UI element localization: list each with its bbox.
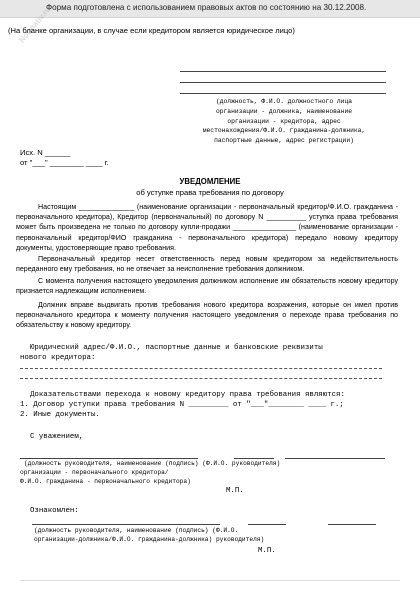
greeting: С уважением,: [30, 433, 84, 441]
watermark-logo-icon: [2, 2, 53, 45]
stamp-place: М.П.: [226, 487, 244, 495]
signature-caption-2: организации - первоначального кредитора/: [20, 469, 169, 476]
signature-position-line: [20, 458, 198, 459]
addressee-caption: [186, 97, 382, 146]
addressee-caption-line: местонахождения/Ф.И.О. гражданина-должника,: [202, 127, 366, 135]
addressee-line-3: [180, 93, 386, 94]
ack-caption-1: (должность руководителя, наименование (подпись) (Ф.И.О.: [34, 527, 239, 534]
outgoing-date: от "___" ________ ____ г.: [20, 158, 109, 167]
form-note: Форма подготовлена с использованием правовых актов по состоянию на 30.12.2008.: [46, 3, 367, 12]
ack-position-line: [32, 524, 220, 525]
addressee-caption-line: организации - кредитора, адрес: [227, 117, 341, 125]
acknowledged-label: Ознакомлен:: [30, 507, 79, 515]
evidence-item-2: 2. Иные документы.: [20, 411, 100, 419]
ack-caption-2: организации-должника/Ф.И.О. гражданина-должника) руководителя): [34, 536, 265, 543]
addressee-caption-line: (должность, Ф.И.О. должностного лица: [215, 98, 353, 105]
paragraph-4: Должник вправе выдвигать против требования нового кредитора возражения, которые он имел против первоначального кредитора к моменту получения настоящего уведомления о переходе права требования по обязательству к новому кредитору.: [16, 301, 398, 330]
evidence-heading: Доказательствами перехода к новому кредитору права требования являются:: [30, 391, 345, 399]
requisites-label-2: нового кредитора:: [20, 354, 96, 362]
blank-note: (На бланке организации, в случае если кредитором является юридическое лицо): [8, 26, 295, 35]
paragraph-1: Настоящим ______________ (наименование организации - первоначальный кредитор/Ф.И.О. гражданина - первоначального кредитора), Кредитор (первоначальный) по договору N __________ уступка права требования может быть произведена не только по договору купли-продажи ________________ (наименование организации - первоначальный кредитор/ФИО гражданина - первоначального кредитора) передало новому кредитору документы, удостоверяющие право требования.: [16, 203, 398, 252]
signature-name-line: [285, 458, 385, 459]
footer-divider: [20, 580, 400, 581]
paragraph-2: Первоначальный кредитор несет ответственность перед новым кредитором за недействительность переданного ему требования, но не отвечает за неисполнение требования должником.: [16, 255, 398, 274]
evidence-item-1: 1. Договор уступки права требования N _________ от "___"________ ____ г.;: [20, 401, 344, 409]
ack-name-line: [328, 524, 376, 525]
signature-caption-1: (должность руководителя, наименование (подпись) (Ф.И.О. руководителя): [24, 460, 281, 467]
requisites-label: Юридический адрес/Ф.И.О., паспортные данные и банковские реквизиты: [30, 344, 323, 352]
signature-caption-3: Ф.И.О. гражданина - первоначального кредитора): [20, 478, 191, 485]
addressee-caption-line: организации - должника, наименование: [215, 107, 353, 115]
document-subtitle: об уступке права требования по договору: [136, 188, 284, 197]
document-title: УВЕДОМЛЕНИЕ: [179, 177, 241, 186]
ack-stamp-place: М.П.: [258, 547, 276, 555]
svg-text:Normativ.ru: Normativ.ru: [17, 4, 53, 45]
requisites-line-1: [20, 368, 382, 369]
outgoing-number: Исх. N ______: [20, 148, 71, 157]
ack-signature-line: [248, 524, 286, 525]
signature-line: [234, 458, 274, 459]
addressee-line-2: [180, 82, 386, 83]
addressee-caption-line: паспортные данные, адрес регистрации): [214, 137, 354, 145]
requisites-line-2: [20, 378, 382, 379]
paragraph-3: С момента получения настоящего уведомления должником исполнение им обязательств новому кредитору признается надлежащим исполнением.: [16, 277, 398, 296]
addressee-line-1: [180, 71, 386, 72]
